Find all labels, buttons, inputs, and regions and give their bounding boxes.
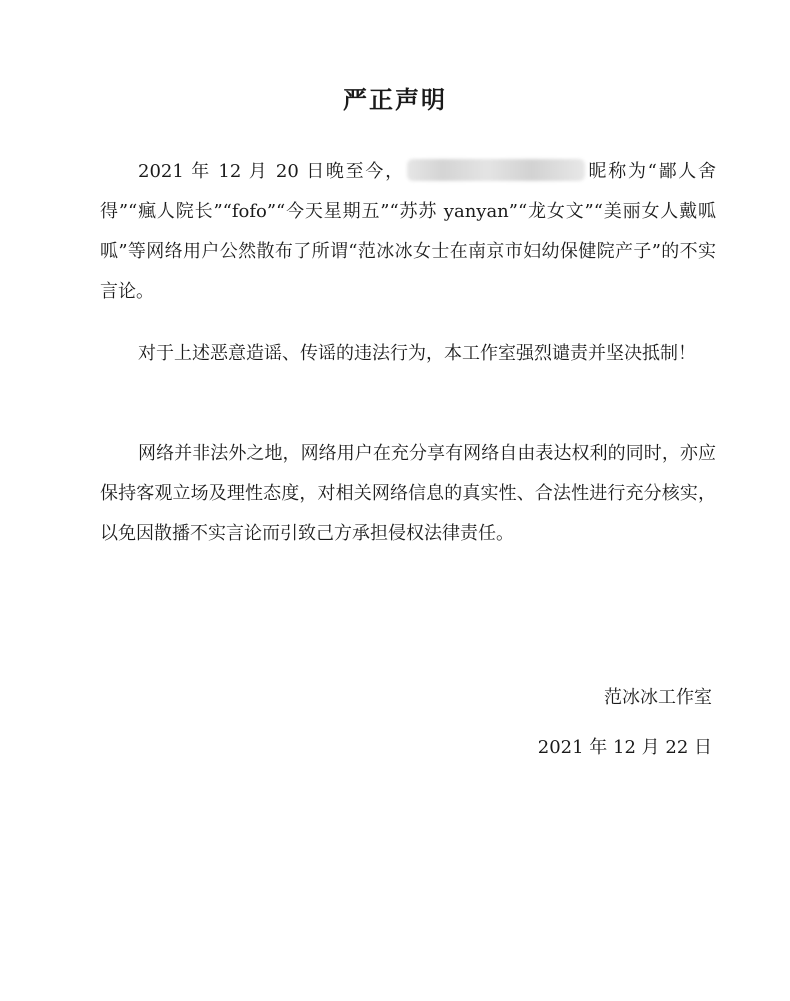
paragraph1-main-text: 昵称为“鄙人舍得”“瘋人院长”“fofo”“今天星期五”“苏苏 yanyan”“龙女文”“美丽女人戴呱呱”等网络用户公然散布了所谓“范冰冰女士在南京市妇幼保健院产子”的不实言论。 (100, 161, 716, 302)
paragraph-condemnation: 对于上述恶意造谣、传谣的违法行为，本工作室强烈谴责并坚决抵制！ (138, 343, 696, 364)
document-title: 严正声明 (343, 86, 447, 114)
paragraph-legal-warning: 网络并非法外之地，网络用户在充分享有网络自由表达权利的同时，亦应保持客观立场及理性态度，对相关网络信息的真实性、合法性进行充分核实，以免因散播不实言论而引致己方承担侵权法律责任。 (100, 443, 716, 544)
paragraph-rumor-description (100, 152, 716, 312)
redacted-blur-block (407, 159, 585, 181)
signature-date: 2021 年 12 月 22 日 (537, 737, 712, 758)
paragraph1-lead-text: 2021 年 12 月 20 日晚至今， (138, 161, 405, 182)
signature-name: 范冰冰工作室 (604, 687, 712, 708)
